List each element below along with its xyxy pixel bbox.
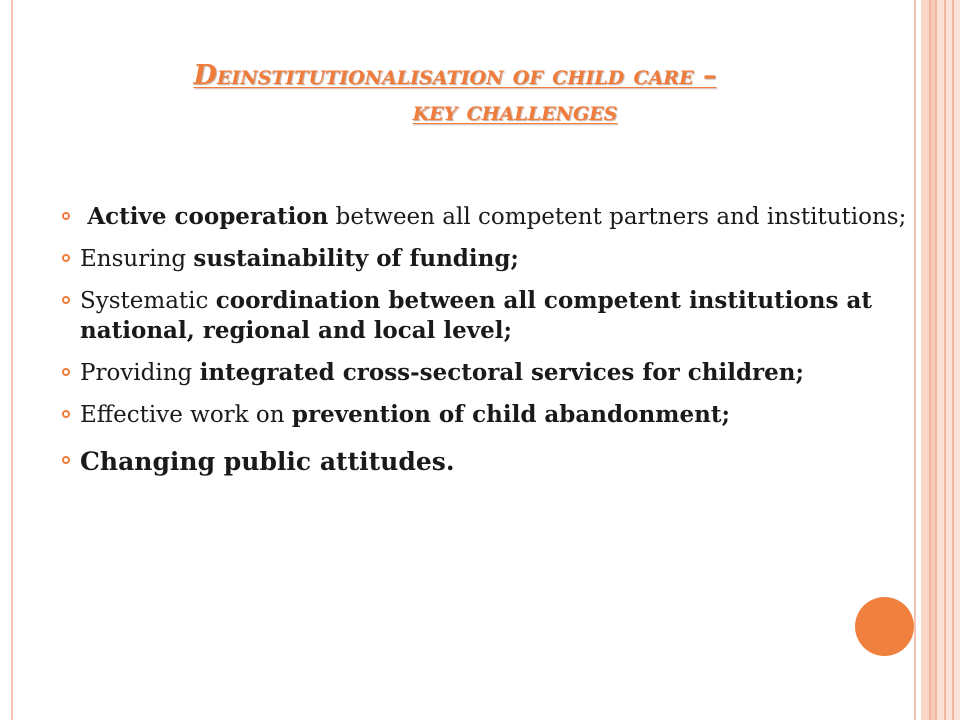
bullet-icon bbox=[62, 456, 70, 464]
decorative-line bbox=[952, 0, 954, 720]
decorative-strip bbox=[921, 0, 929, 720]
bullet-icon bbox=[62, 410, 70, 418]
bullet-icon bbox=[62, 212, 70, 220]
decorative-line bbox=[929, 0, 931, 720]
decorative-line bbox=[935, 0, 937, 720]
list-item: Active cooperation between all competent partners and institutions; bbox=[62, 202, 912, 232]
bold-text: Changing public attitudes. bbox=[80, 447, 455, 476]
list-item: Systematic coordination between all competent institutions at national, regional and local level; bbox=[62, 286, 912, 346]
bold-text: sustainability of funding; bbox=[193, 245, 519, 272]
slide-title-line-2: key challenges bbox=[412, 96, 618, 127]
bold-text: integrated cross-sectoral services for children; bbox=[199, 359, 804, 386]
decorative-strip bbox=[937, 0, 960, 720]
challenges-list bbox=[62, 202, 912, 490]
decorative-line bbox=[944, 0, 946, 720]
list-item: Ensuring sustainability of funding; bbox=[62, 244, 912, 274]
bullet-icon bbox=[62, 254, 70, 262]
slide-title-line-1: Deinstitutionalisation of child care – bbox=[193, 60, 717, 91]
decorative-circle bbox=[855, 597, 914, 656]
bold-text: Active cooperation bbox=[87, 203, 329, 230]
slide-title bbox=[60, 58, 850, 130]
list-item: Providing integrated cross-sectoral services for children; bbox=[62, 358, 912, 388]
list-item bbox=[62, 446, 912, 478]
bold-text: prevention of child abandonment; bbox=[291, 401, 730, 428]
list-item: Effective work on prevention of child abandonment; bbox=[62, 400, 912, 430]
bullet-icon bbox=[62, 296, 70, 304]
bold-text: coordination between all competent institutions at national, regional and local level; bbox=[80, 287, 872, 344]
bullet-icon bbox=[62, 368, 70, 376]
